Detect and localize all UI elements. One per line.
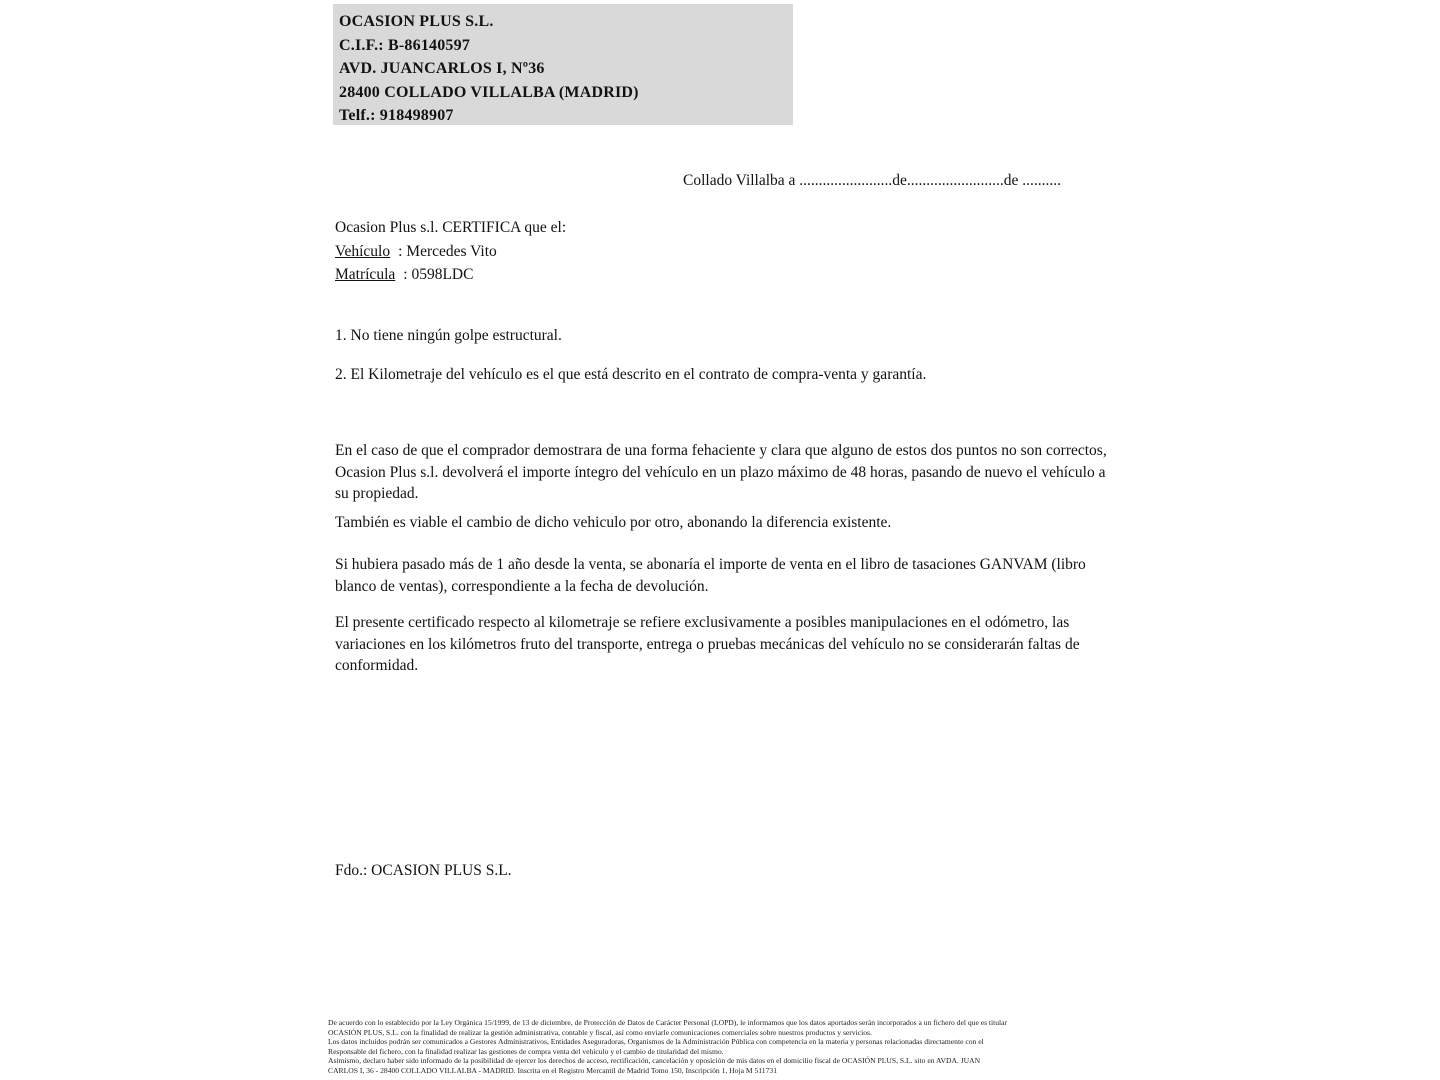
vehicle-row [335,240,566,264]
company-city: 28400 COLLADO VILLALBA (MADRID) [339,83,639,101]
company-header-block [333,4,793,125]
vehicle-value: : Mercedes Vito [398,242,497,260]
certification-block [335,216,566,287]
legal-footer-line: Asimismo, declaro haber sido informado de la posibilidad de ejercer los derechos de acceso, rectificación, cancelación y oposición de mis datos en el domicilio fiscal de OCASIÓN PLUS, S.L. sito en AVDA. JUAN [328,1056,981,1066]
certify-intro: Ocasion Plus s.l. CERTIFICA que el: [335,219,567,236]
legal-footer-line: OCASIÓN PLUS, S.L. con la finalidad de realizar la gestión administrativa, contable y fiscal, así como enviarle comunicaciones comerciales sobre nuestros productos y servicios. [328,1027,872,1037]
certified-point-1: 1. No tiene ningún golpe estructural. [335,327,562,344]
plate-value: : 0598LDC [403,266,474,283]
legal-footer-block [328,1018,1118,1076]
ganvam-clause-paragraph: Si hubiera pasado más de 1 año desde la venta, se abonaría el importe de venta en el libro de tasaciones GANVAM (libro blanco de ventas), correspondiente a la fecha de devolución. [335,556,1086,595]
exchange-clause-paragraph: También es viable el cambio de dicho vehiculo por otro, abonando la diferencia existente. [335,514,892,531]
plate-row [335,263,566,287]
vehicle-label: Vehículo [335,242,391,260]
legal-footer-line: CARLOS I, 36 - 28400 COLLADO VILLALBA - MADRID. Inscrita en el Registro Mercantil de Madrid Tomo 150, Inscripción 1, Hoja M 511731 [328,1065,777,1075]
company-name: OCASION PLUS S.L. [339,13,494,30]
refund-clause-paragraph: En el caso de que el comprador demostrara de una forma fehaciente y clara que alguno de estos dos puntos no son correctos, Ocasion Plus s.l. devolverá el importe íntegro del vehículo en un plazo máximo de 48 horas, pasando de nuevo el vehículo a su propiedad. [335,442,1107,502]
plate-label: Matrícula [335,266,396,283]
signature-line: Fdo.: OCASION PLUS S.L. [335,862,512,879]
legal-footer-line: De acuerdo con lo establecido por la Ley Orgánica 15/1999, de 13 de diciembre, de Protección de Datos de Carácter Personal (LOPD), le informamos que los datos aportados serán incorporados a un fichero del que es titular [328,1018,1008,1027]
legal-footer-line: Responsable del fichero, con la finalidad realizar las gestiones de compra venta del vehículo y el cambio de titularidad del mismo. [328,1046,724,1056]
odometer-clause-paragraph: El presente certificado respecto al kilometraje se refiere exclusivamente a posibles manipulaciones en el odómetro, las variaciones en los kilómetros fruto del transporte, entrega o pruebas mecánicas del vehículo no se considerarán faltas de conformidad. [335,614,1080,674]
company-cif: C.I.F.: B-86140597 [339,36,471,54]
date-place-line: Collado Villalba a ........................de.........................de .......... [683,172,1062,189]
company-phone: Telf.: 918498907 [339,107,454,124]
company-address: AVD. JUANCARLOS I, Nº36 [339,60,545,77]
legal-footer-line: Los datos incluidos podrán ser comunicados a Gestores Administrativos, Entidades Aseguradoras, Organismos de la Administración Pública con competencia en la materia y personas relacionadas directamente con el [328,1037,984,1047]
certified-point-2: 2. El Kilometraje del vehículo es el que está descrito en el contrato de compra-venta y garantía. [335,366,927,383]
